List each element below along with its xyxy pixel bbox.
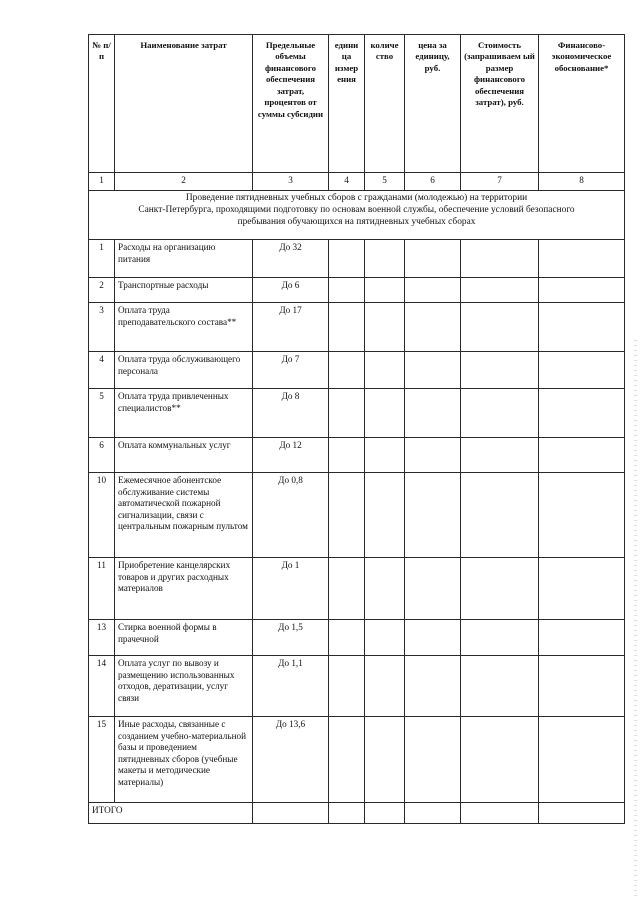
header-row [89,35,625,173]
row-quantity-cell [365,717,405,803]
header-justification: Финансово-экономическое обоснование* [539,35,625,173]
section-heading [89,191,625,240]
section-heading-row [89,191,625,240]
table-row [89,303,625,352]
header-unit: едини ца измер ения [329,35,365,173]
column-number: 2 [115,173,253,191]
section-heading-line: пребывания обучающихся на пятидневных учебных сборах [237,216,476,227]
column-number: 1 [89,173,115,191]
row-cost-name: Иные расходы, связанные с созданием учебно-материальной базы и проведением пятидневных сборов (учебные макеты и методические материалы) [115,717,253,803]
row-quantity-cell [365,620,405,656]
row-unit-cell [329,620,365,656]
table-row [89,558,625,620]
total-price-cell [405,803,461,824]
row-cost-name: Оплата услуг по вывозу и размещению использованных отходов, дератизации, услуг связи [115,656,253,717]
row-unit-cell [329,438,365,473]
total-quantity-cell [365,803,405,824]
table-row [89,717,625,803]
row-limit: До 6 [253,278,329,303]
row-unit-cell [329,352,365,389]
table-row [89,278,625,303]
row-quantity-cell [365,656,405,717]
row-justification-cell [539,620,625,656]
row-justification-cell [539,558,625,620]
total-justification-cell [539,803,625,824]
header-cost: Стоимость (запрашиваем ый размер финансового обеспечения затрат), руб. [461,35,539,173]
row-justification-cell [539,473,625,558]
cost-table [88,34,625,824]
row-cost-name: Транспортные расходы [115,278,253,303]
row-cost-name: Оплата труда обслуживающего персонала [115,352,253,389]
row-unit-cell [329,558,365,620]
row-cost-name: Ежемесячное абонентское обслуживание системы автоматической пожарной сигнализации, связи с центральным пожарным пультом [115,473,253,558]
row-cost-cell [461,717,539,803]
row-justification-cell [539,352,625,389]
row-cost-name: Оплата коммунальных услуг [115,438,253,473]
row-cost-name: Оплата труда привлеченных специалистов** [115,389,253,438]
row-price-cell [405,352,461,389]
column-number: 4 [329,173,365,191]
row-cost-cell [461,558,539,620]
row-number: 4 [89,352,115,389]
row-number: 6 [89,438,115,473]
row-unit-cell [329,303,365,352]
row-price-cell [405,717,461,803]
column-number: 6 [405,173,461,191]
total-row [89,803,625,824]
row-unit-cell [329,717,365,803]
row-number: 13 [89,620,115,656]
row-cost-cell [461,240,539,278]
column-number: 8 [539,173,625,191]
row-number: 15 [89,717,115,803]
row-justification-cell [539,656,625,717]
column-number: 5 [365,173,405,191]
row-quantity-cell [365,473,405,558]
header-limit: Предельные объемы финансового обеспечения затрат, процентов от суммы субсидии [253,35,329,173]
row-justification-cell [539,717,625,803]
row-cost-name: Расходы на организацию питания [115,240,253,278]
row-limit: До 12 [253,438,329,473]
column-number-row [89,173,625,191]
row-number: 5 [89,389,115,438]
row-quantity-cell [365,558,405,620]
row-number: 11 [89,558,115,620]
row-price-cell [405,558,461,620]
row-number: 1 [89,240,115,278]
table-row [89,620,625,656]
row-cost-cell [461,438,539,473]
total-label: ИТОГО [89,803,253,824]
row-justification-cell [539,278,625,303]
row-quantity-cell [365,389,405,438]
row-limit: До 1 [253,558,329,620]
row-number: 2 [89,278,115,303]
row-quantity-cell [365,240,405,278]
column-number: 7 [461,173,539,191]
row-cost-cell [461,389,539,438]
row-cost-cell [461,656,539,717]
row-price-cell [405,303,461,352]
row-quantity-cell [365,278,405,303]
row-cost-name: Стирка военной формы в прачечной [115,620,253,656]
row-limit: До 8 [253,389,329,438]
row-number: 10 [89,473,115,558]
table-row [89,352,625,389]
total-limit-cell [253,803,329,824]
row-cost-name: Оплата труда преподавательского состава** [115,303,253,352]
table-row [89,473,625,558]
row-justification-cell [539,438,625,473]
row-limit: До 17 [253,303,329,352]
row-limit: До 32 [253,240,329,278]
header-unit-price: цена за единицу, руб. [405,35,461,173]
row-unit-cell [329,389,365,438]
table-row [89,656,625,717]
row-unit-cell [329,278,365,303]
row-number: 14 [89,656,115,717]
row-limit: До 0,8 [253,473,329,558]
header-quantity: количе ство [365,35,405,173]
row-unit-cell [329,240,365,278]
row-price-cell [405,620,461,656]
row-price-cell [405,438,461,473]
total-unit-cell [329,803,365,824]
row-quantity-cell [365,303,405,352]
row-cost-cell [461,303,539,352]
table-row [89,240,625,278]
header-number: № п/п [89,35,115,173]
row-limit: До 7 [253,352,329,389]
section-heading-line: Проведение пятидневных учебных сборов с гражданами (молодежью) на территории [185,193,528,203]
table-row [89,389,625,438]
row-limit: До 13,6 [253,717,329,803]
row-justification-cell [539,303,625,352]
total-cost-cell [461,803,539,824]
section-heading-line: Санкт-Петербурга, проходящими подготовку по основам военной службы, обеспечение условий безопасного [138,204,575,215]
row-limit: До 1,1 [253,656,329,717]
row-price-cell [405,278,461,303]
row-price-cell [405,389,461,438]
row-justification-cell [539,389,625,438]
row-justification-cell [539,240,625,278]
row-price-cell [405,473,461,558]
row-cost-cell [461,473,539,558]
row-quantity-cell [365,352,405,389]
row-cost-cell [461,620,539,656]
table-row [89,438,625,473]
row-unit-cell [329,473,365,558]
scan-margin-mark [634,340,637,900]
row-limit: До 1,5 [253,620,329,656]
row-cost-cell [461,278,539,303]
row-price-cell [405,656,461,717]
row-number: 3 [89,303,115,352]
row-unit-cell [329,656,365,717]
row-cost-name: Приобретение канцелярских товаров и других расходных материалов [115,558,253,620]
row-price-cell [405,240,461,278]
row-quantity-cell [365,438,405,473]
column-number: 3 [253,173,329,191]
header-cost-name: Наименование затрат [115,35,253,173]
row-cost-cell [461,352,539,389]
